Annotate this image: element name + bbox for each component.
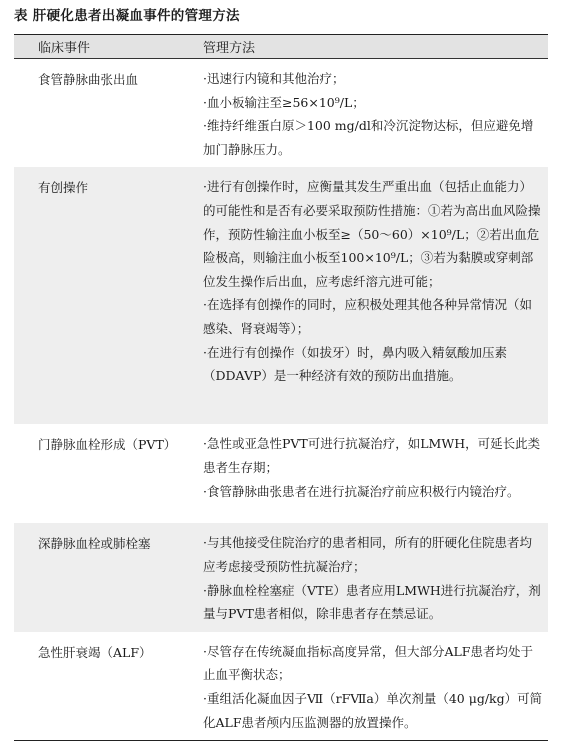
event-cell: 急性肝衰竭（ALF） [38,644,152,660]
table-row [14,59,548,168]
header-management-method: 管理方法 [203,41,256,56]
management-item: ·食管静脉曲张患者在进行抗凝治疗前应积极行内镜治疗。 [203,483,520,499]
management-cell [199,424,548,523]
header-row [14,35,548,59]
table-row [14,167,548,424]
management-cell [199,523,548,631]
table-row [14,424,548,523]
management-cell [199,59,548,168]
management-item: ·在进行有创操作（如拔牙）时，鼻内吸入精氨酸加压素（DDAVP）是一种经济有效的预防出血措施。 [203,344,507,384]
management-cell [199,167,548,424]
management-item: ·进行有创操作时，应衡量其发生严重出血（包括止血能力）的可能性和是否有必要采取预防性措施：①若为高出血风险操作，预防性输注血小板至≥（50～60）×10⁹/L；②若出血危险极高，则输注血小板至100×10⁹/L；③若为黏膜或穿刺部位发生操作后出血，应考虑纤溶亢进可能； [203,179,541,289]
event-cell: 深静脉血栓或肺栓塞 [38,536,151,552]
management-item: ·尽管存在传统凝血指标高度异常，但大部分ALF患者均处于止血平衡状态； [203,643,533,683]
management-item: ·与其他接受住院治疗的患者相同，所有的肝硬化住院患者均应考虑接受预防性抗凝治疗； [203,535,532,574]
header-clinical-event: 临床事件 [38,41,91,56]
management-item: ·维持纤维蛋白原＞100 mg/dl和冷沉淀物达标，但应避免增加门静脉压力。 [203,118,534,157]
management-item: ·血小板输注至≥56×10⁹/L； [203,94,365,110]
management-item: ·在选择有创操作的同时，应积极处理其他各种异常情况（如感染、肾衰竭等）； [203,297,532,336]
table-caption: 表 肝硬化患者出凝血事件的管理方法 [14,8,240,24]
management-cell [199,632,548,741]
table-row [14,632,548,741]
management-item: ·迅速行内镜和其他治疗； [203,71,345,86]
event-cell: 有创操作 [38,180,89,196]
event-cell: 门静脉血栓形成（PVT） [38,437,177,453]
table-row [14,523,548,631]
event-cell: 食管静脉曲张出血 [38,72,139,87]
management-item: ·急性或亚急性PVT可进行抗凝治疗，如LMWH，可延长此类患者生存期； [203,436,541,475]
management-table [14,34,548,741]
management-item: ·静脉血栓栓塞症（VTE）患者应用LMWH进行抗凝治疗，剂量与PVT患者相似，除非患者存在禁忌证。 [203,582,541,622]
management-item: ·重组活化凝血因子Ⅶ（rFⅦa）单次剂量（40 μg/kg）可简化ALF患者颅内压监测器的放置操作。 [203,690,543,730]
